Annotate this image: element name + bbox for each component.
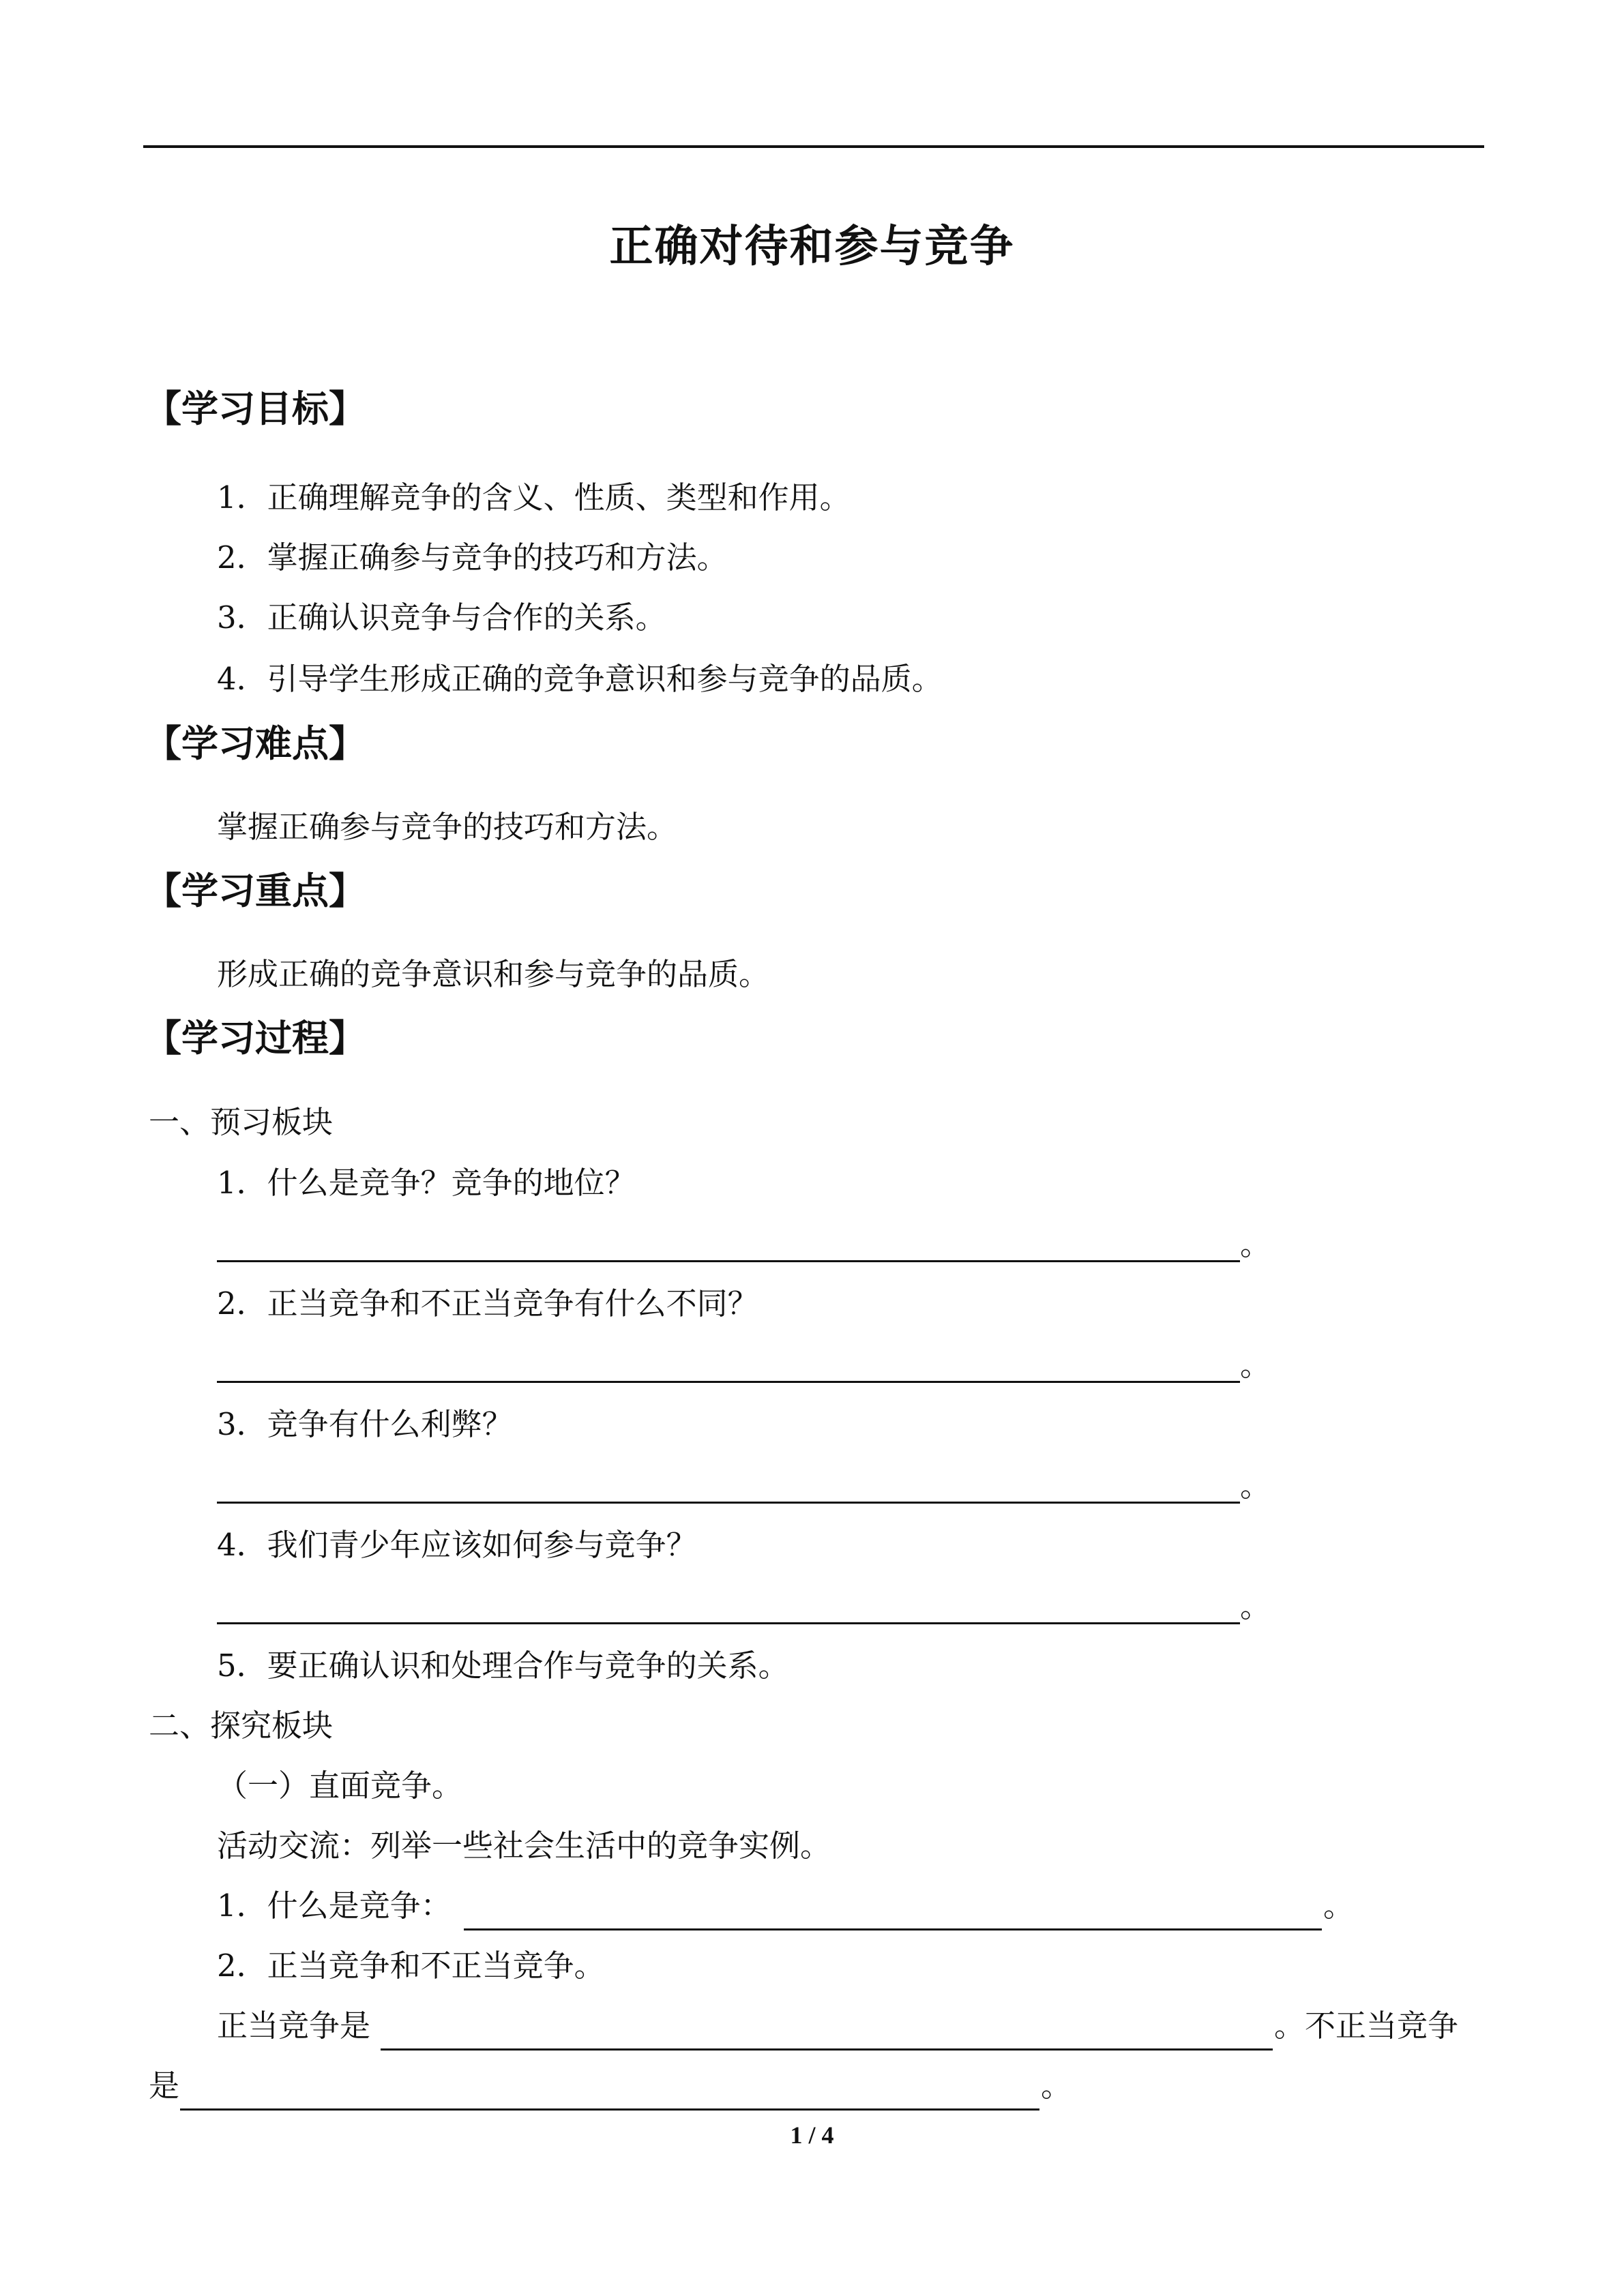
page-number: 1 / 4	[790, 2121, 834, 2149]
period: 。	[1323, 1888, 1355, 1924]
explore-activity: 活动交流：列举一些社会生活中的竞争实例。	[217, 1828, 831, 1864]
period: 。	[1240, 1467, 1271, 1504]
heading-objectives: 【学习目标】	[145, 387, 366, 430]
period: 。	[1041, 2068, 1072, 2104]
objective-item: 2．掌握正确参与竞争的技巧和方法。	[217, 539, 728, 576]
objective-item: 1．正确理解竞争的含义、性质、类型和作用。	[217, 479, 851, 516]
heading-difficulty: 【学习难点】	[145, 722, 366, 765]
objective-item: 4．引导学生形成正确的竞争意识和参与竞争的品质。	[217, 661, 943, 697]
preview-question: 2．正当竞争和不正当竞争有什么不同？	[217, 1285, 758, 1322]
preview-question: 4．我们青少年应该如何参与竞争？	[217, 1527, 697, 1563]
page-title: 正确对待和参与竞争	[609, 222, 1015, 272]
explore-subsection: （一）直面竞争。	[217, 1768, 463, 1804]
fair-competition-prefix: 正当竞争是	[217, 2008, 371, 2044]
explore-question: 2．正当竞争和不正当竞争。	[217, 1948, 605, 1984]
answer-blank[interactable]	[217, 1622, 1240, 1624]
heading-keypoint: 【学习重点】	[145, 869, 366, 912]
answer-blank[interactable]	[381, 2048, 1273, 2051]
period: 。	[1240, 1226, 1271, 1262]
preview-question: 1．什么是竞争？竞争的地位？	[217, 1165, 636, 1201]
answer-blank[interactable]	[217, 1502, 1240, 1504]
period: 。	[1240, 1588, 1271, 1624]
answer-blank[interactable]	[217, 1381, 1240, 1383]
objective-item: 3．正确认识竞争与合作的关系。	[217, 599, 666, 636]
preview-question: 5．要正确认识和处理合作与竞争的关系。	[217, 1648, 789, 1684]
answer-blank[interactable]	[464, 1928, 1322, 1930]
answer-blank[interactable]	[180, 2108, 1039, 2111]
difficulty-text: 掌握正确参与竞争的技巧和方法。	[217, 809, 678, 845]
keypoint-text: 形成正确的竞争意识和参与竞争的品质。	[217, 956, 770, 992]
unfair-competition-cont: 是	[149, 2068, 180, 2104]
preview-label: 一、预习板块	[149, 1104, 334, 1140]
answer-blank[interactable]	[217, 1260, 1240, 1262]
preview-question: 3．竞争有什么利弊？	[217, 1406, 513, 1442]
unfair-competition-prefix: 。不正当竞争	[1274, 2008, 1459, 2044]
period: 。	[1240, 1347, 1271, 1383]
header-rule	[143, 145, 1484, 148]
heading-process: 【学习过程】	[145, 1017, 366, 1060]
explore-label: 二、探究板块	[149, 1708, 334, 1744]
explore-question: 1．什么是竞争：	[217, 1888, 452, 1924]
